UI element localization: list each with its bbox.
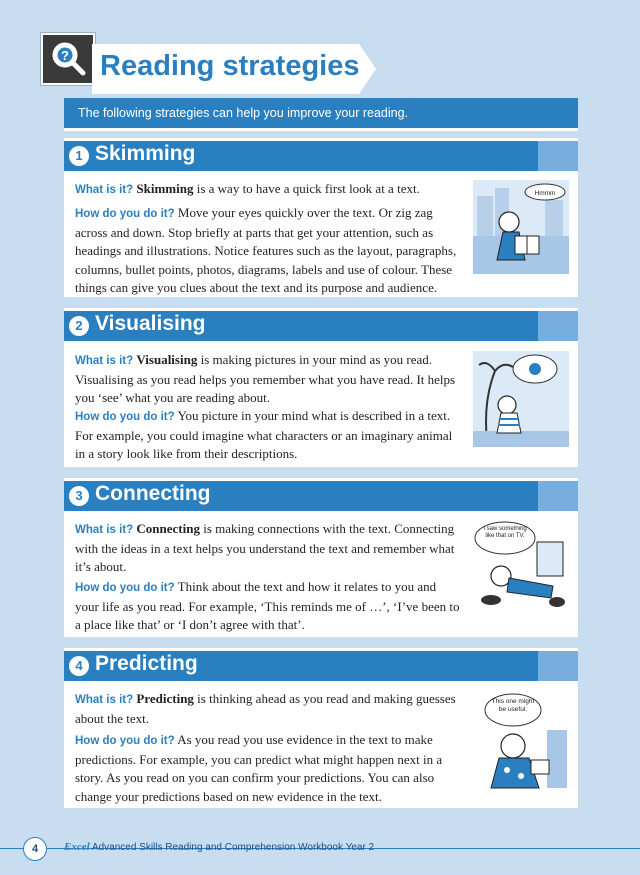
what-text: is a way to have a quick first look at a text. — [193, 181, 420, 196]
what-text: is making connections with the text. Connecting with the ideas in a text helps you understand the text and remember what it’s about. — [75, 521, 455, 574]
what-paragraph — [75, 520, 463, 577]
intro-text: The following strategies can help you improve your reading. — [78, 106, 409, 120]
term: Predicting — [136, 691, 194, 706]
page-title: Reading strategies — [100, 50, 360, 82]
section-title: Skimming — [95, 142, 196, 165]
section-title: Visualising — [95, 312, 206, 335]
what-text: is making pictures in your mind as you read. Visualising as you read helps you remember what you have read. It helps you ‘see’ what you are reading about. — [75, 352, 456, 405]
how-paragraph — [75, 204, 463, 298]
footer-title: Advanced Skills Reading and Comprehension Workbook Year 2 — [89, 842, 375, 853]
section-number: 3 — [69, 486, 89, 506]
page-number: 4 — [23, 837, 47, 861]
what-question: What is it? — [75, 694, 134, 706]
how-text: Think about the text and how it relates to you and your life as you read. For example, ‘This reminds me of …’, ‘I’ve been to a place like that’ or ‘I don’t agree with that’. — [75, 579, 460, 632]
term: Skimming — [136, 181, 194, 196]
what-paragraph — [75, 690, 463, 728]
section-title: Predicting — [95, 652, 198, 675]
illustration-bubble-text: This one might be useful. — [491, 698, 535, 713]
how-question: How do you do it? — [75, 735, 175, 747]
how-paragraph — [75, 407, 463, 464]
term: Connecting — [136, 521, 200, 536]
predicting-illustration — [473, 690, 569, 790]
how-paragraph — [75, 731, 463, 806]
skimming-illustration — [473, 180, 569, 274]
what-paragraph — [75, 351, 463, 408]
illustration-bubble-text: Hmmm — [534, 190, 556, 197]
section-number: 1 — [69, 146, 89, 166]
how-text: As you read you use evidence in the text to make predictions. For example, you can predict what might happen next in a story. As you read on you can confirm your predictions. You can also change your predictions based on new evidence in the text. — [75, 732, 443, 804]
what-question: What is it? — [75, 355, 134, 367]
svg-text:?: ? — [61, 48, 69, 63]
illustration-bubble-text: I saw something like that on TV. — [483, 526, 527, 539]
how-text: You picture in your mind what is described in a text. For example, you could imagine what characters or an imaginary animal in a story look like from their descriptions. — [75, 408, 453, 461]
what-question: What is it? — [75, 524, 134, 536]
footer-brand: Excel — [64, 841, 90, 853]
section-title: Connecting — [95, 482, 211, 505]
how-text: Move your eyes quickly over the text. Or zig zag across and down. Stop briefly at parts that get your attention, such as headings and illustrations. Notice features such as the layout, paragraphs, columns, bullet points, photos, diagrams, labels and use of colour. These things can give you clues about the text and its purpose and audience. — [75, 205, 457, 295]
how-question: How do you do it? — [75, 582, 175, 594]
what-question: What is it? — [75, 184, 134, 196]
how-question: How do you do it? — [75, 411, 175, 423]
section-number: 4 — [69, 656, 89, 676]
how-paragraph — [75, 578, 463, 635]
what-text: is thinking ahead as you read and making guesses about the text. — [75, 691, 456, 726]
what-paragraph — [75, 180, 463, 200]
visualising-illustration — [473, 351, 569, 447]
footer-text — [64, 841, 374, 853]
magnifier-icon — [41, 33, 95, 85]
section-number: 2 — [69, 316, 89, 336]
term: Visualising — [136, 352, 198, 367]
connecting-illustration — [473, 520, 569, 610]
how-question: How do you do it? — [75, 208, 175, 220]
